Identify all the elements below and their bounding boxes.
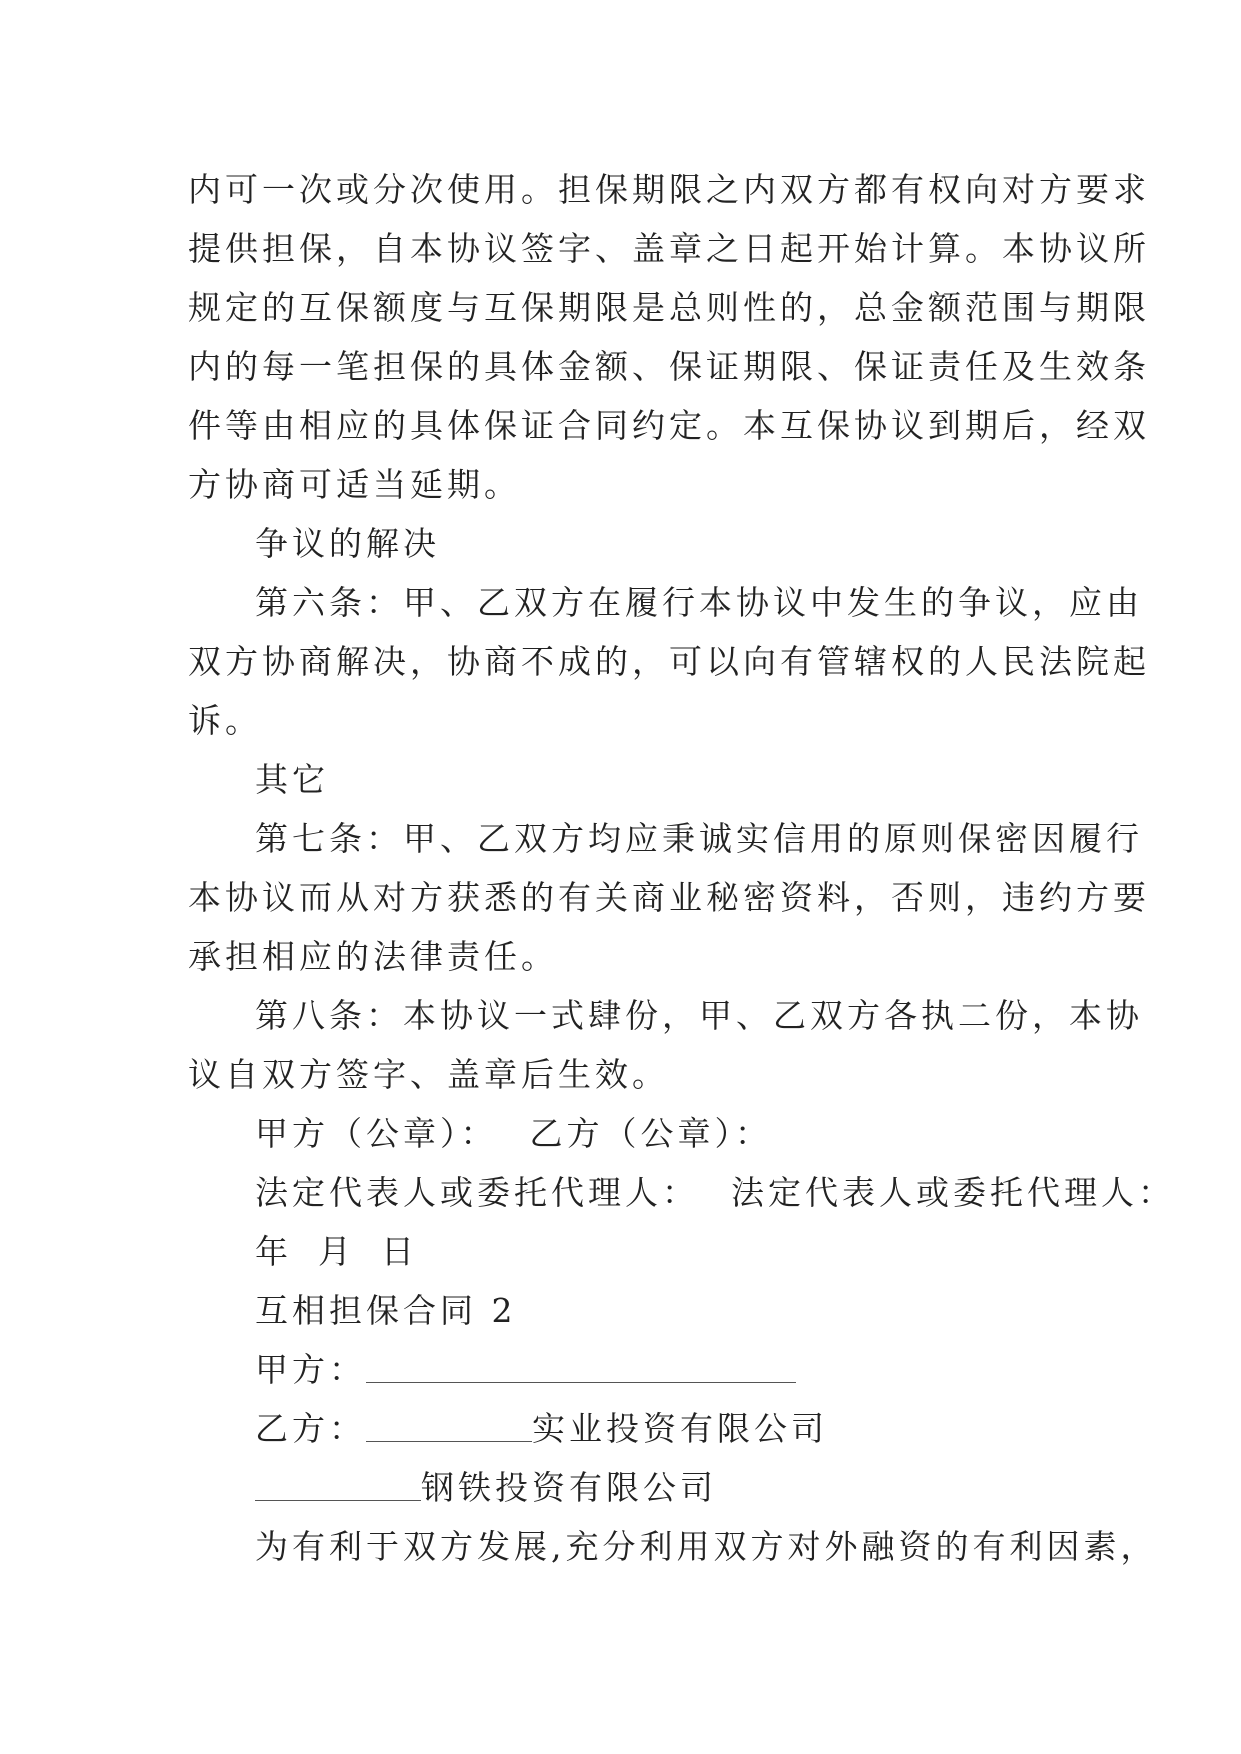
article-7-line: 承担相应的法律责任。 bbox=[188, 937, 558, 976]
date-day: 日 bbox=[381, 1232, 418, 1271]
article-7-line: 本协议而从对方获悉的有关商业秘密资料，否则，违约方要 bbox=[188, 878, 1150, 917]
text-line: 提供担保，自本协议签字、盖章之日起开始计算。本协议所 bbox=[188, 229, 1150, 268]
article-8-line: 第八条：本协议一式肆份，甲、乙双方各执二份，本协 bbox=[255, 996, 1143, 1035]
representative-party-b: 法定代表人或委托代理人： bbox=[731, 1173, 1175, 1212]
section-heading-dispute: 争议的解决 bbox=[255, 524, 440, 563]
date-year: 年 bbox=[255, 1232, 292, 1271]
party-b-blank bbox=[366, 1411, 532, 1442]
party-a-label: 甲方： bbox=[255, 1350, 366, 1389]
steel-company-line bbox=[188, 1458, 1068, 1517]
party-b-line bbox=[188, 1399, 1068, 1458]
text-line: 规定的互保额度与互保期限是总则性的，总金额范围与期限 bbox=[188, 288, 1150, 327]
party-b-label: 乙方： bbox=[255, 1409, 366, 1448]
text-line: 件等由相应的具体保证合同约定。本互保协议到期后，经双 bbox=[188, 406, 1150, 445]
steel-company: 钢铁投资有限公司 bbox=[421, 1468, 717, 1507]
text-line: 内的每一笔担保的具体金额、保证期限、保证责任及生效条 bbox=[188, 347, 1150, 386]
article-8-line: 议自双方签字、盖章后生效。 bbox=[188, 1055, 669, 1094]
party-a-line bbox=[188, 1340, 1068, 1399]
party-b-company: 实业投资有限公司 bbox=[532, 1409, 828, 1448]
party-a-blank bbox=[366, 1352, 796, 1383]
article-7-line: 第七条：甲、乙双方均应秉诚实信用的原则保密因履行 bbox=[255, 819, 1143, 858]
date-line bbox=[188, 1222, 1068, 1281]
representative-party-a: 法定代表人或委托代理人： bbox=[255, 1173, 699, 1212]
text-line: 方协商可适当延期。 bbox=[188, 465, 521, 504]
article-6-line: 第六条：甲、乙双方在履行本协议中发生的争议，应由 bbox=[255, 583, 1143, 622]
contract-2-title: 互相担保合同 2 bbox=[255, 1291, 517, 1330]
date-month: 月 bbox=[318, 1232, 355, 1271]
article-6-line: 双方协商解决，协商不成的，可以向有管辖权的人民法院起 bbox=[188, 642, 1150, 681]
document-body bbox=[188, 160, 1175, 1576]
text-line: 内可一次或分次使用。担保期限之内双方都有权向对方要求 bbox=[188, 170, 1150, 209]
representative-line bbox=[188, 1163, 1175, 1222]
seal-line bbox=[188, 1104, 1068, 1163]
closing-line: 为有利于双方发展,充分利用双方对外融资的有利因素， bbox=[255, 1527, 1158, 1566]
seal-party-a: 甲方（公章）： bbox=[255, 1114, 498, 1153]
steel-company-blank bbox=[255, 1470, 421, 1501]
section-heading-other: 其它 bbox=[255, 760, 329, 799]
article-6-line: 诉。 bbox=[188, 701, 262, 740]
seal-party-b: 乙方（公章）： bbox=[529, 1114, 772, 1153]
